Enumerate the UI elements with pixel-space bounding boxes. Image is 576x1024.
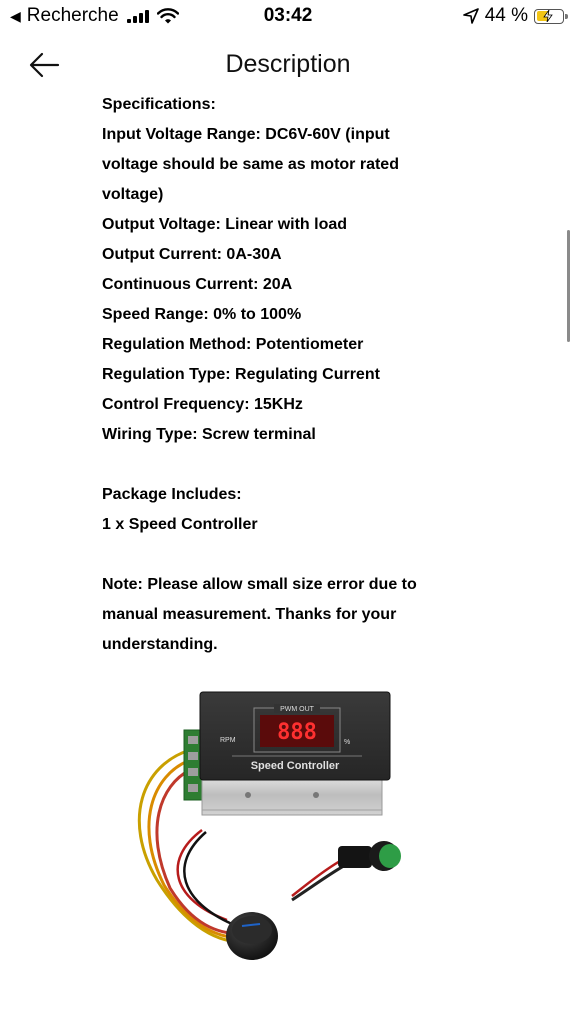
spec-line: voltage should be same as motor rated (102, 156, 399, 173)
note-line: manual measurement. Thanks for your (102, 606, 397, 623)
spec-line: Regulation Method: Potentiometer (102, 336, 364, 353)
status-right (463, 5, 564, 27)
specifications-section (102, 90, 502, 450)
display-label: PWM OUT (280, 706, 314, 713)
battery-icon (534, 9, 564, 24)
battery-percent: 44 % (484, 5, 528, 26)
status-bar (0, 0, 576, 34)
panel-label: Speed Controller (250, 760, 340, 772)
note-line: understanding. (102, 636, 218, 653)
note-section (102, 570, 502, 660)
page-title: Description (225, 50, 351, 78)
note-line: Note: Please allow small size error due to (102, 576, 417, 593)
product-image (102, 680, 422, 965)
spec-line: Continuous Current: 20A (102, 276, 293, 293)
percent-label: % (344, 739, 351, 746)
spec-line: Wiring Type: Screw terminal (102, 426, 316, 443)
package-line: Package Includes: (102, 486, 242, 503)
spec-line: Output Voltage: Linear with load (102, 216, 348, 233)
spec-line: Regulation Type: Regulating Current (102, 366, 380, 383)
back-app-label: Recherche (26, 5, 119, 26)
spec-line: Input Voltage Range: DC6V-60V (input (102, 126, 390, 143)
navigation-bar (0, 40, 576, 90)
display-digits: 888 (277, 720, 317, 745)
package-section (102, 480, 502, 540)
status-time: 03:42 (263, 5, 313, 26)
scroll-indicator[interactable] (567, 230, 570, 342)
spec-line: voltage) (102, 186, 164, 203)
package-line: 1 x Speed Controller (102, 516, 258, 533)
description-content (102, 90, 502, 660)
spec-line: Specifications: (102, 96, 216, 113)
spec-line: Output Current: 0A-30A (102, 246, 282, 263)
rpm-label: RPM (220, 737, 236, 744)
spec-line: Speed Range: 0% to 100% (102, 306, 302, 323)
spec-line: Control Frequency: 15KHz (102, 396, 303, 413)
back-to-app-icon: ◀ (10, 7, 21, 24)
location-arrow-icon (463, 8, 479, 24)
